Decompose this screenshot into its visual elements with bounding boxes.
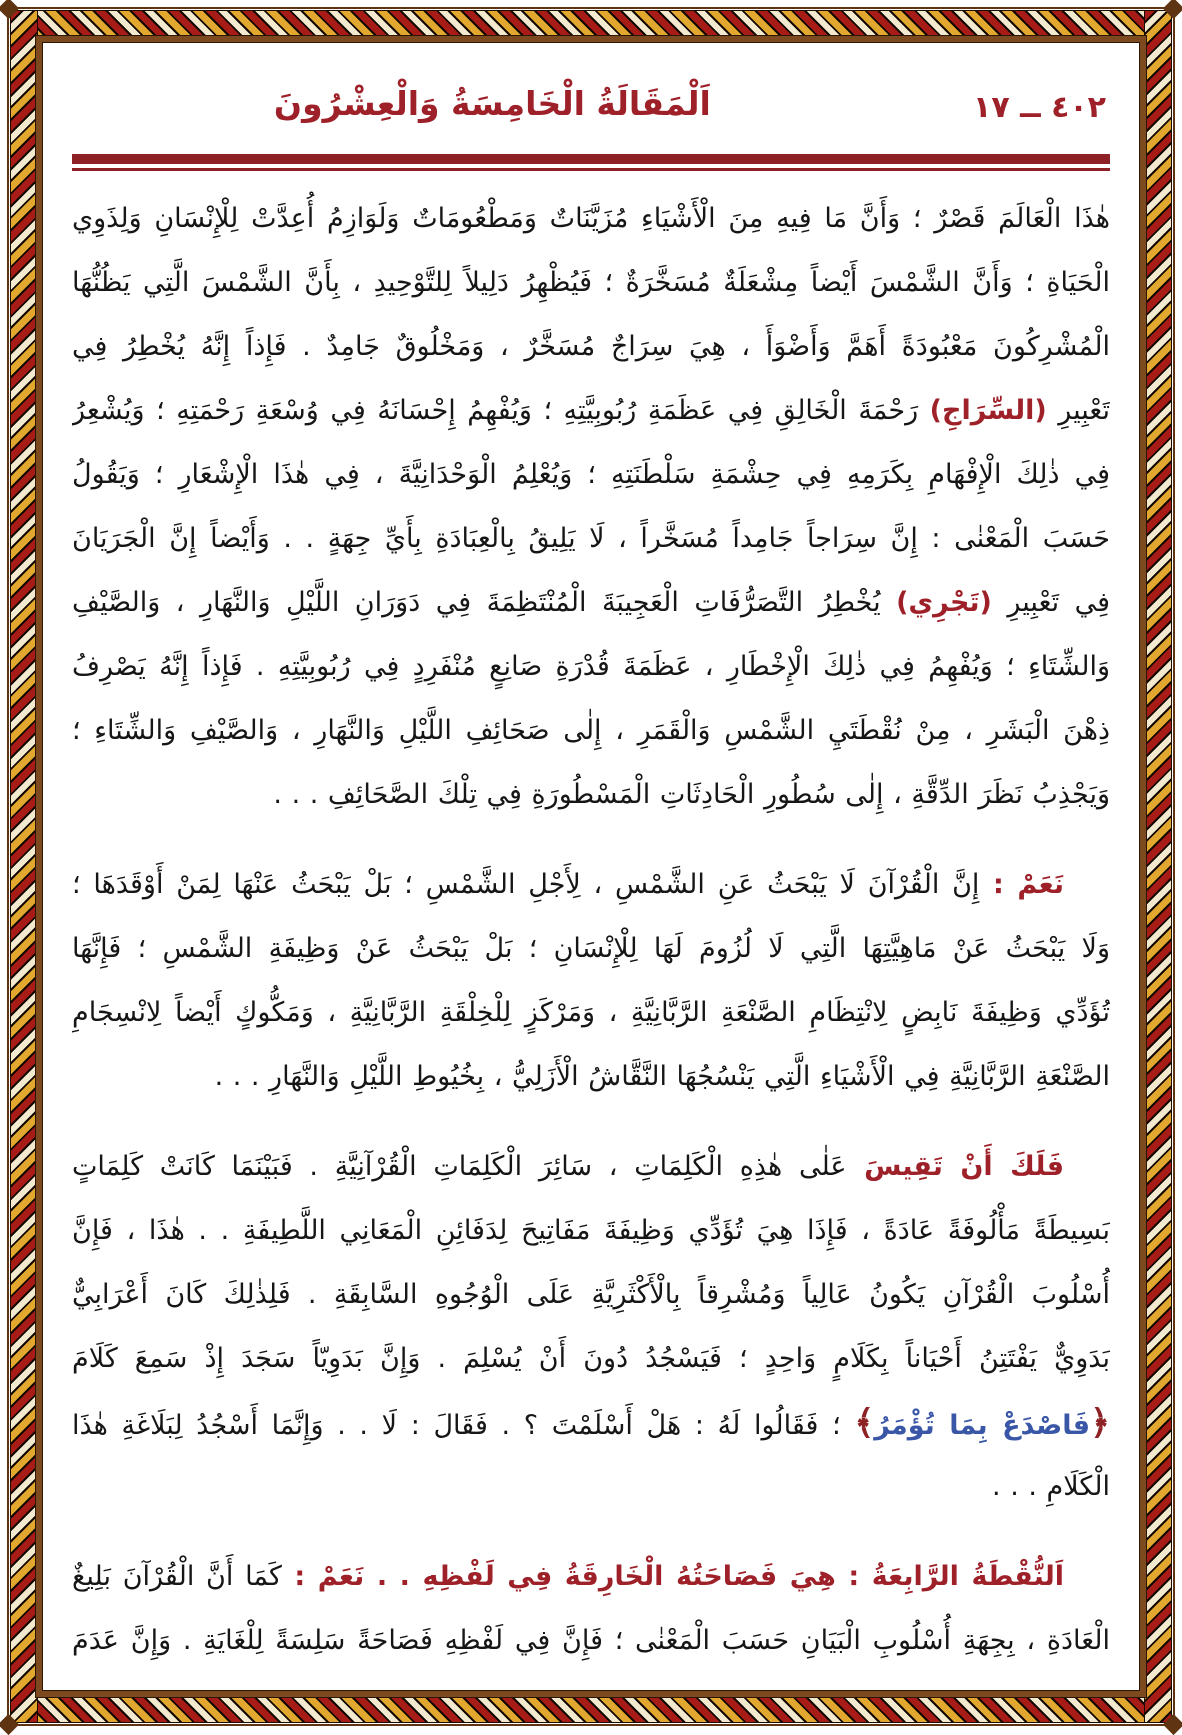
paragraph: [72, 1135, 1110, 1519]
text-line: [72, 571, 1110, 635]
text-line: [72, 1199, 1110, 1263]
text-line: [72, 315, 1110, 379]
body-text-segment: الْعَادَةِ ، بِجِهَةِ أُسْلُوبِ الْبَيَانِ حَسَبَ الْمَعْنٰى ؛ فَإِنَّ فِي لَفْظِهِ فَصَاحَةً سَلِسَةً لِلْغَايَةِ . وَإِنَّ عَدَمَ: [72, 1625, 1110, 1656]
text-line: [72, 1455, 1110, 1519]
body-text-segment: رَحْمَةَ الْخَالِقِ فِي عَظَمَةِ رُبُوبِيَّتِهِ ؛ وَيُفْهِمُ إِحْسَانَهُ فِي وُسْعَةِ رَحْمَتِهِ ؛ وَيُشْعِرُ: [72, 395, 930, 426]
text-line: [72, 1391, 1110, 1455]
text-line: [72, 1263, 1110, 1327]
divider-thin-rule: [72, 168, 1110, 171]
body-text-segment: عَلٰى هٰذِهِ الْكَلِمَاتِ ، سَائِرَ الْكَلِمَاتِ الْقُرْآنِيَّةِ . فَبَيْنَمَا كَانَتْ كَلِمَاتٍ: [72, 1151, 847, 1182]
body-text-segment: وَيَجْذِبُ نَظَرَ الدِّقَّةِ ، إِلٰى سُطُورِ الْحَادِثَاتِ الْمَسْطُورَةِ فِي تِلْكَ الصَّحَائِفِ . . .: [273, 779, 1110, 810]
text-line: [72, 1135, 1110, 1199]
highlight-red-text: (السِّرَاجِ): [929, 395, 1047, 426]
body-text-segment: تُؤَدِّي وَظِيفَةَ نَابِضٍ لِانْتِظَامِ الصَّنْعَةِ الرَّبَّانِيَّةِ ، وَمَرْكَزٍ لِلْخِلْقَةِ الرَّبَّانِيَّةِ ، وَمَكُّوكٍ أَيْضاً لِانْسِجَامِ: [72, 997, 1110, 1028]
text-line: [72, 251, 1110, 315]
paragraph: [72, 1545, 1110, 1673]
text-line: [72, 981, 1110, 1045]
body-text-segment: الصَّنْعَةِ الرَّبَّانِيَّةِ فِي الْأَشْيَاءِ الَّتِي يَنْسُجُهَا النَّقَّاشُ الْأَزَلِيُّ ، بِخُيُوطِ اللَّيْلِ وَالنَّهَارِ . . .: [214, 1061, 1110, 1092]
highlight-red-text: اَلنُّقْطَةُ الرَّابِعَةُ : هِيَ فَصَاحَتُهُ الْخَارِقَةُ فِي لَفْظِهِ . . نَعَمْ :: [281, 1561, 1064, 1592]
body-text-segment: تَعْبِيرِ: [1046, 395, 1110, 426]
body-text-segment: يُخْطِرُ التَّصَرُّفَاتِ الْعَجِيبَةَ الْمُنْتَظِمَةَ فِي دَوَرَانِ اللَّيْلِ وَالنَّهَارِ ، وَالصَّيْفِ: [72, 587, 897, 618]
body-text-segment: الْمُشْرِكُونَ مَعْبُودَةً أَهَمَّ وَأَضْوَأَ ، هِيَ سِرَاجٌ مُسَخَّرٌ ، وَمَخْلُوقٌ جَامِدٌ . فَإِذاً إِنَّهُ يُخْطِرُ فِي: [72, 331, 1110, 362]
text-line: [72, 635, 1110, 699]
text-line: [72, 763, 1110, 827]
body-text-segment: أُسْلُوبَ الْقُرْآنِ يَكُونُ عَالِياً وَمُشْرِقاً بِالْأَكْثَرِيَّةِ عَلَى الْوُجُوهِ السَّابِقَةِ . فَلِذٰلِكَ كَانَ أَعْرَابِيٌّ: [72, 1279, 1110, 1310]
body-text-segment: وَالشِّتَاءِ ؛ وَيُفْهِمُ فِي ذٰلِكَ الْإِخْطَارِ ، عَظَمَةَ قُدْرَةِ صَانِعٍ مُنْفَرِدٍ فِي رُبُوبِيَّتِهِ . فَإِذاً إِنَّهُ يَصْرِفُ: [72, 651, 1110, 682]
text-line: [72, 187, 1110, 251]
highlight-red-text: نَعَمْ :: [979, 869, 1064, 900]
quran-quote-text: فَاصْدَعْ بِمَا تُؤْمَرُ: [874, 1410, 1091, 1441]
paragraph: [72, 853, 1110, 1109]
header-divider: [72, 154, 1110, 171]
text-line: [72, 699, 1110, 763]
body-text-segment: الْكَلَامِ . . .: [992, 1471, 1110, 1502]
body-text-segment: فِي تَعْبِيرِ: [991, 587, 1110, 618]
body-text-segment: إِنَّ الْقُرْآنَ لَا يَبْحَثُ عَنِ الشَّمْسِ ، لِأَجْلِ الشَّمْسِ ؛ بَلْ يَبْحَثُ عَنْهَا لِمَنْ أَوْقَدَهَا ؛: [72, 869, 980, 900]
body-text: [72, 187, 1110, 1673]
text-line: [72, 917, 1110, 981]
paragraph: [72, 187, 1110, 827]
body-text-segment: فِي ذٰلِكَ الْإِفْهَامِ بِكَرَمِهِ فِي حِشْمَةِ سَلْطَنَتِهِ ؛ وَيُعْلِمُ الْوَحْدَانِيَّةَ ، فِي هٰذَا الْإِشْعَارِ ؛ وَيَقُولُ: [72, 459, 1110, 490]
ornamental-border-top: [10, 10, 1172, 38]
body-text-segment: الْحَيَاةِ ؛ وَأَنَّ الشَّمْسَ أَيْضاً مِشْعَلَةٌ مُسَخَّرَةٌ ؛ فَيُظْهِرُ دَلِيلاً لِلتَّوْحِيدِ ، بِأَنَّ الشَّمْسَ الَّتِي يَظُنُّهَا: [72, 267, 1110, 298]
page-content: [72, 62, 1110, 1673]
text-line: [72, 507, 1110, 571]
text-line: [72, 1327, 1110, 1391]
body-text-segment: هٰذَا الْعَالَمَ قَصْرٌ ؛ وَأَنَّ مَا فِيهِ مِنَ الْأَشْيَاءِ مُزَيَّنَاتٌ وَمَطْعُومَاتٌ وَلَوَازِمُ أُعِدَّتْ لِلْإِنْسَانِ وَلِذَوِي: [72, 203, 1110, 234]
ornamental-border-left: [10, 10, 38, 1723]
highlight-red-text: فَلَكَ أَنْ تَقِيسَ: [846, 1151, 1065, 1182]
text-line: [72, 1609, 1110, 1673]
body-text-segment: بَسِيطَةً مَأْلُوفَةً عَادَةً ، فَإِذَا هِيَ تُؤَدِّي وَظِيفَةَ مَفَاتِيحَ لِدَفَائِنِ الْمَعَانِي اللَّطِيفَةِ . . هٰذَا ، فَإِنَّ: [72, 1215, 1110, 1246]
text-line: [72, 1545, 1110, 1609]
ornamental-border-right: [1144, 10, 1172, 1723]
page-header: [72, 62, 1110, 154]
body-text-segment: ؛ فَقَالُوا لَهُ : هَلْ أَسْلَمْتَ ؟ . فَقَالَ : لَا . . وَإِنَّمَا أَسْجُدُ لِبَلَاغَةِ هٰذَا: [72, 1410, 855, 1441]
body-text-segment: حَسَبَ الْمَعْنٰى : إِنَّ سِرَاجاً جَامِداً مُسَخَّراً ، لَا يَلِيقُ بِالْعِبَادَةِ بِأَيِّ جِهَةٍ . . وَأَيْضاً إِنَّ الْجَرَيَانَ: [72, 523, 1110, 554]
text-line: [72, 853, 1110, 917]
quote-ornate-bracket: ﴿: [1090, 1403, 1110, 1443]
body-text-segment: ذِهْنَ الْبَشَرِ ، مِنْ نُقْطَتَيِ الشَّمْسِ وَالْقَمَرِ ، إِلٰى صَحَائِفِ اللَّيْلِ وَالنَّهَارِ ، وَالصَّيْفِ وَالشِّتَاءِ ؛: [72, 715, 1110, 746]
divider-thick-rule: [72, 154, 1110, 164]
body-text-segment: كَمَا أَنَّ الْقُرْآنَ بَلِيغٌ: [72, 1561, 282, 1592]
text-line: [72, 443, 1110, 507]
text-line: [72, 1045, 1110, 1109]
highlight-red-text: (تَجْرِي): [896, 587, 992, 618]
page-title: اَلْمَقَالَةُ الْخَامِسَةُ وَالْعِشْرُونَ: [273, 84, 711, 123]
page-numbers: ٤٠٢ ــ ١٧: [973, 90, 1106, 125]
quote-ornate-bracket: ﴾: [854, 1403, 875, 1443]
body-text-segment: وَلَا يَبْحَثُ عَنْ مَاهِيَّتِهَا الَّتِي لَا لُزُومَ لَهَا لِلْإِنْسَانِ ؛ بَلْ يَبْحَثُ عَنْ وَظِيفَةِ الشَّمْسِ ؛ فَإِنَّهَا: [72, 933, 1110, 964]
ornamental-border-bottom: [10, 1695, 1172, 1723]
text-line: [72, 379, 1110, 443]
body-text-segment: بَدَوِيٌّ يَفْتَتِنُ أَحْيَاناً بِكَلَامٍ وَاحِدٍ ؛ فَيَسْجُدُ دُونَ أَنْ يُسْلِمَ . وَإِنَّ بَدَوِيّاً سَجَدَ إِذْ سَمِعَ كَلَامَ: [72, 1343, 1110, 1374]
